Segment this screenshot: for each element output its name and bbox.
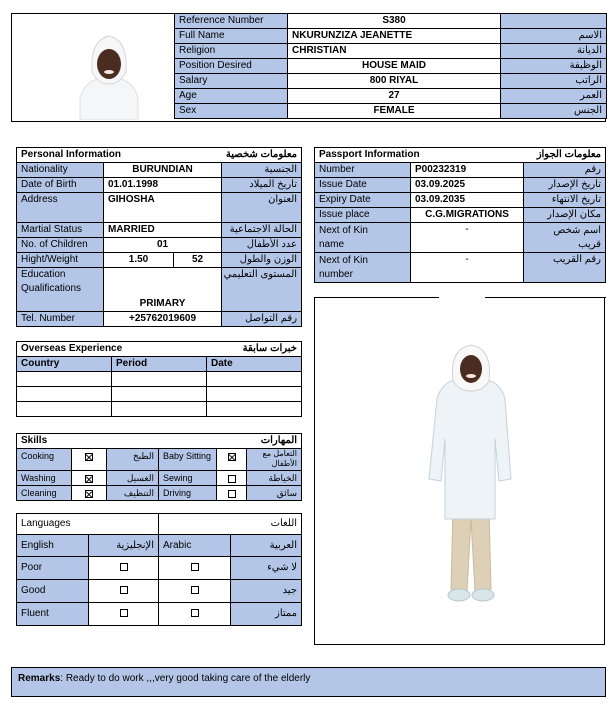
header-row — [175, 104, 607, 119]
skill-driving-check[interactable] — [217, 486, 247, 501]
country-column-header: Country — [17, 357, 112, 372]
skills-row — [17, 449, 302, 471]
address-arabic: العنوان — [222, 193, 302, 223]
english-good-check[interactable] — [89, 580, 159, 603]
marital-row — [17, 223, 302, 238]
marital-value: MARRIED — [104, 223, 222, 238]
arabic-arabic: العربية — [231, 535, 302, 557]
checkbox-empty-icon[interactable] — [120, 609, 128, 617]
children-arabic: عدد الأطفال — [222, 238, 302, 253]
passport-info-heading — [315, 148, 606, 163]
skill-washing-label: Washing — [17, 471, 72, 486]
address-row — [17, 193, 302, 223]
languages-columns-row — [17, 535, 302, 557]
header-label: Position Desired — [175, 59, 288, 74]
nationality-label: Nationality — [17, 163, 104, 178]
kin-number-row — [315, 253, 606, 283]
issue-place-label: Issue place — [315, 208, 411, 223]
kin-name-arabic — [524, 223, 606, 253]
checkbox-checked-icon[interactable] — [85, 453, 93, 461]
education-label — [17, 268, 104, 312]
dob-label: Date of Birth — [17, 178, 104, 193]
english-label: English — [17, 535, 89, 557]
passport-number-value: P00232319 — [411, 163, 524, 178]
kin-number-arabic: رقم القريب — [524, 253, 606, 283]
person-figure — [415, 339, 525, 609]
dob-arabic: تاريخ الميلاد — [222, 178, 302, 193]
checkbox-empty-icon[interactable] — [120, 563, 128, 571]
kin-number-label-line1: Next of Kin — [319, 254, 368, 266]
checkbox-empty-icon[interactable] — [191, 609, 199, 617]
kin-name-arabic-line2: قريب — [578, 238, 602, 250]
skill-cleaning-label: Cleaning — [17, 486, 72, 501]
kin-name-arabic-line1: اسم شخص — [553, 224, 602, 236]
children-row — [17, 238, 302, 253]
skills-title: Skills — [17, 434, 159, 449]
remarks-box — [11, 667, 606, 697]
header-label: Salary — [175, 74, 288, 89]
skill-babysitting-arabic-line1: التعامل مع — [262, 449, 298, 458]
header-value: 27 — [288, 89, 501, 104]
languages-table — [16, 513, 302, 626]
issue-date-row — [315, 178, 606, 193]
personal-info-title-ar: معلومات شخصية — [174, 148, 302, 163]
issue-place-value: C.G.MIGRATIONS — [411, 208, 524, 223]
photo-top-line — [485, 297, 606, 298]
checkbox-checked-icon[interactable] — [85, 475, 93, 483]
issue-date-value: 03.09.2025 — [411, 178, 524, 193]
tel-label: Tel. Number — [17, 312, 104, 327]
skill-sewing-label: Sewing — [159, 471, 217, 486]
children-label: No. of Children — [17, 238, 104, 253]
kin-number-label-line2: number — [319, 268, 353, 280]
header-arabic: الاسم — [501, 29, 607, 44]
kin-name-label — [315, 223, 411, 253]
level-fluent-arabic: ممتاز — [231, 603, 302, 626]
checkbox-checked-icon[interactable] — [228, 453, 236, 461]
english-fluent-check[interactable] — [89, 603, 159, 626]
skill-sewing-check[interactable] — [217, 471, 247, 486]
header-arabic: الراتب — [501, 74, 607, 89]
expiry-date-row — [315, 193, 606, 208]
overseas-empty-row — [17, 402, 302, 417]
skill-cleaning-check[interactable] — [72, 486, 107, 501]
skills-heading — [17, 434, 302, 449]
address-label: Address — [17, 193, 104, 223]
kin-name-label-line2: name — [319, 238, 345, 250]
issue-date-label: Issue Date — [315, 178, 411, 193]
kin-name-label-line1: Next of Kin — [319, 224, 368, 236]
kin-number-label — [315, 253, 411, 283]
marital-arabic: الحالة الاجتماعية — [222, 223, 302, 238]
skills-row — [17, 471, 302, 486]
skill-babysitting-arabic-line2: الأطفال — [271, 459, 298, 468]
passport-number-arabic: رقم — [524, 163, 606, 178]
header-value: CHRISTIAN — [288, 44, 501, 59]
header-row — [175, 44, 607, 59]
passport-number-label: Number — [315, 163, 411, 178]
address-value: GIHOSHA — [104, 193, 222, 223]
passport-info-title-ar: معلومات الجواز — [524, 148, 606, 163]
checkbox-empty-icon[interactable] — [120, 586, 128, 594]
weight-value: 52 — [174, 253, 222, 268]
dob-value: 01.01.1998 — [104, 178, 222, 193]
checkbox-checked-icon[interactable] — [85, 490, 93, 498]
education-label-line2: Qualifications — [21, 283, 82, 294]
overseas-heading — [17, 342, 302, 357]
overseas-empty-row — [17, 387, 302, 402]
overseas-title-ar: خبرات سابقة — [207, 342, 302, 357]
nationality-arabic: الجنسية — [222, 163, 302, 178]
remarks-text: : Ready to do work ,,,very good taking care of the elderly — [60, 673, 311, 684]
skill-cleaning-arabic: التنظيف — [107, 486, 159, 501]
header-arabic: الديانة — [501, 44, 607, 59]
passport-info-table — [314, 147, 606, 283]
skill-babysitting-label: Baby Sitting — [159, 449, 217, 471]
height-weight-row — [17, 253, 302, 268]
skill-washing-arabic: الغسيل — [107, 471, 159, 486]
skill-driving-arabic: سائق — [247, 486, 302, 501]
dob-row — [17, 178, 302, 193]
language-level-row — [17, 580, 302, 603]
checkbox-empty-icon[interactable] — [191, 586, 199, 594]
education-row — [17, 268, 302, 312]
education-value: PRIMARY — [104, 268, 222, 312]
height-weight-arabic: الوزن والطول — [222, 253, 302, 268]
tel-row — [17, 312, 302, 327]
level-poor-arabic: لا شيء — [231, 557, 302, 580]
header-row — [175, 14, 607, 29]
header-label: Full Name — [175, 29, 288, 44]
kin-name-row — [315, 223, 606, 253]
children-value: 01 — [104, 238, 222, 253]
header-row — [175, 59, 607, 74]
kin-name-value: - — [411, 223, 524, 253]
skill-driving-label: Driving — [159, 486, 217, 501]
tel-arabic: رقم التواصل — [222, 312, 302, 327]
personal-info-heading — [17, 148, 302, 163]
arabic-good-check[interactable] — [159, 580, 231, 603]
header-label: Age — [175, 89, 288, 104]
level-good-arabic: جيد — [231, 580, 302, 603]
passport-info-title: Passport Information — [315, 148, 524, 163]
header-value: FEMALE — [288, 104, 501, 119]
level-good-label: Good — [17, 580, 89, 603]
overseas-empty-row — [17, 372, 302, 387]
nationality-value: BURUNDIAN — [104, 163, 222, 178]
language-level-row — [17, 557, 302, 580]
header-label: Religion — [175, 44, 288, 59]
language-level-row — [17, 603, 302, 626]
skill-sewing-arabic: الخياطة — [247, 471, 302, 486]
issue-place-arabic: مكان الإصدار — [524, 208, 606, 223]
full-body-photo — [314, 297, 605, 645]
overseas-title: Overseas Experience — [17, 342, 207, 357]
languages-title-ar: اللغات — [159, 514, 302, 535]
languages-heading — [17, 514, 302, 535]
overseas-columns-row — [17, 357, 302, 372]
height-weight-label: Hight/Weight — [17, 253, 104, 268]
checkbox-empty-icon[interactable] — [228, 490, 236, 498]
expiry-date-arabic: تاريخ الانتهاء — [524, 193, 606, 208]
issue-place-row — [315, 208, 606, 223]
personal-info-title: Personal Information — [17, 148, 174, 163]
checkbox-empty-icon[interactable] — [228, 475, 236, 483]
header-label: Reference Number — [175, 14, 288, 29]
education-label-line1: Education — [21, 269, 66, 280]
skill-babysitting-arabic — [247, 449, 302, 471]
header-table — [174, 13, 607, 119]
issue-date-arabic: تاريخ الإصدار — [524, 178, 606, 193]
skills-table — [16, 433, 302, 501]
header-arabic: الوظيفة — [501, 59, 607, 74]
skill-cooking-label: Cooking — [17, 449, 72, 471]
arabic-label: Arabic — [159, 535, 231, 557]
passport-number-row — [315, 163, 606, 178]
arabic-poor-check[interactable] — [159, 557, 231, 580]
skills-row — [17, 486, 302, 501]
header-value: 800 RIYAL — [288, 74, 501, 89]
tel-value: +25762019609 — [104, 312, 222, 327]
period-column-header: Period — [112, 357, 207, 372]
header-arabic: العمر — [501, 89, 607, 104]
header-value: NKURUNZIZA JEANETTE — [288, 29, 501, 44]
marital-label: Martial Status — [17, 223, 104, 238]
expiry-date-label: Expiry Date — [315, 193, 411, 208]
header-label: Sex — [175, 104, 288, 119]
header-arabic: الجنس — [501, 104, 607, 119]
expiry-date-value: 03.09.2035 — [411, 193, 524, 208]
education-arabic: المستوى التعليمي — [222, 268, 302, 312]
height-value: 1.50 — [104, 253, 174, 268]
english-arabic: الإنجليزية — [89, 535, 159, 557]
header-value: HOUSE MAID — [288, 59, 501, 74]
level-fluent-label: Fluent — [17, 603, 89, 626]
checkbox-empty-icon[interactable] — [191, 563, 199, 571]
header-row — [175, 89, 607, 104]
english-poor-check[interactable] — [89, 557, 159, 580]
overseas-experience-table — [16, 341, 302, 417]
header-value: S380 — [288, 14, 501, 29]
header-arabic — [501, 14, 607, 29]
skill-cooking-check[interactable] — [72, 449, 107, 471]
skill-washing-check[interactable] — [72, 471, 107, 486]
portrait-photo — [70, 26, 148, 120]
date-column-header: Date — [207, 357, 302, 372]
header-row — [175, 29, 607, 44]
skills-title-ar: المهارات — [159, 434, 302, 449]
skill-babysitting-check[interactable] — [217, 449, 247, 471]
header-row — [175, 74, 607, 89]
languages-title: Languages — [17, 514, 159, 535]
personal-info-table — [16, 147, 302, 327]
level-poor-label: Poor — [17, 557, 89, 580]
arabic-fluent-check[interactable] — [159, 603, 231, 626]
kin-number-value: - — [411, 253, 524, 283]
remarks-label: Remarks — [18, 673, 61, 684]
photo-top-line — [315, 297, 439, 298]
skill-cooking-arabic: الطبخ — [107, 449, 159, 471]
nationality-row — [17, 163, 302, 178]
